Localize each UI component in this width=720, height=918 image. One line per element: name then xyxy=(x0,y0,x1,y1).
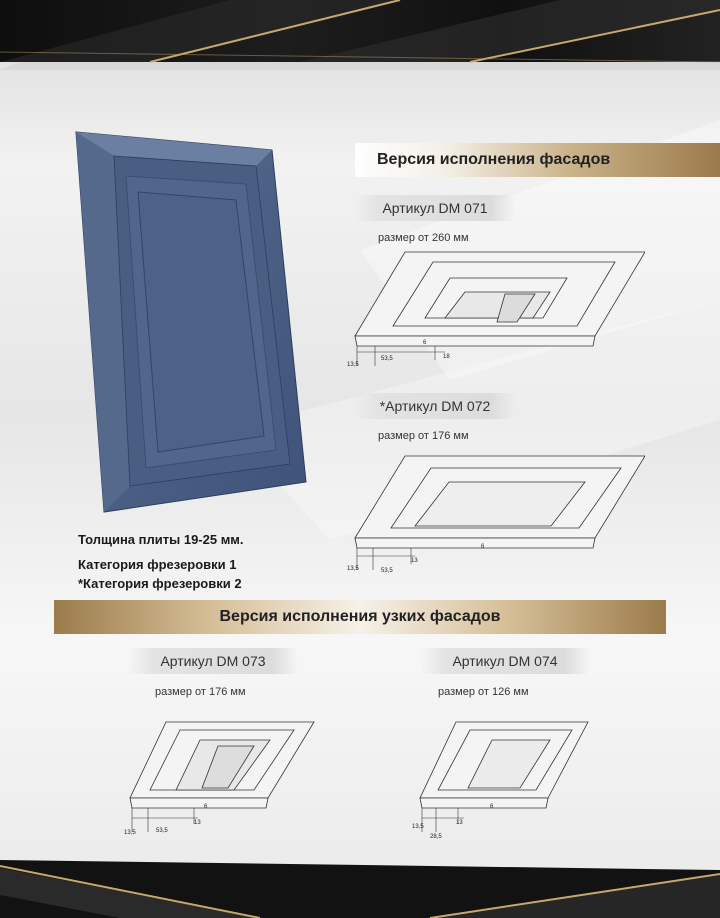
size-label-dm071: размер от 260 мм xyxy=(378,232,469,244)
article-label-dm072: *Артикул DM 072 xyxy=(355,393,515,419)
spec-category-2: *Категория фрезеровки 2 xyxy=(78,576,242,591)
drawing-dm072 xyxy=(345,452,645,582)
drawing-dm071 xyxy=(345,248,645,378)
top-decor-band xyxy=(0,0,720,62)
dim-label: 6 xyxy=(490,804,494,810)
article-label-dm074: Артикул DM 074 xyxy=(420,648,590,674)
dim-label: 53,5 xyxy=(381,356,393,362)
dim-label: 53,5 xyxy=(156,828,168,834)
dim-label: 13,5 xyxy=(412,824,424,830)
dim-label: 53,5 xyxy=(381,568,393,574)
dim-label: 6 xyxy=(481,544,485,550)
dim-label: 6 xyxy=(423,340,427,346)
dim-label: 18 xyxy=(443,354,450,360)
spec-category-1: Категория фрезеровки 1 xyxy=(78,557,237,572)
size-label-dm074: размер от 126 мм xyxy=(438,686,529,698)
dim-label: 13,5 xyxy=(124,830,136,836)
section-title-facades: Версия исполнения фасадов xyxy=(355,143,720,177)
drawing-dm073 xyxy=(118,712,328,842)
size-label-dm072: размер от 176 мм xyxy=(378,430,469,442)
drawing-dm074 xyxy=(408,712,608,842)
dim-label: 6 xyxy=(204,804,208,810)
door-facade-image xyxy=(60,120,320,520)
article-label-dm073: Артикул DM 073 xyxy=(128,648,298,674)
dim-label: 13,5 xyxy=(347,362,359,368)
dim-label: 13 xyxy=(411,558,418,564)
section-title-narrow-facades: Версия исполнения узких фасадов xyxy=(54,600,666,634)
dim-label: 28,5 xyxy=(430,834,442,840)
size-label-dm073: размер от 176 мм xyxy=(155,686,246,698)
spec-thickness: Толщина плиты 19-25 мм. xyxy=(78,532,244,547)
dim-label: 13 xyxy=(194,820,201,826)
article-label-dm071: Артикул DM 071 xyxy=(355,195,515,221)
dim-label: 13,5 xyxy=(347,566,359,572)
dim-label: 13 xyxy=(456,820,463,826)
